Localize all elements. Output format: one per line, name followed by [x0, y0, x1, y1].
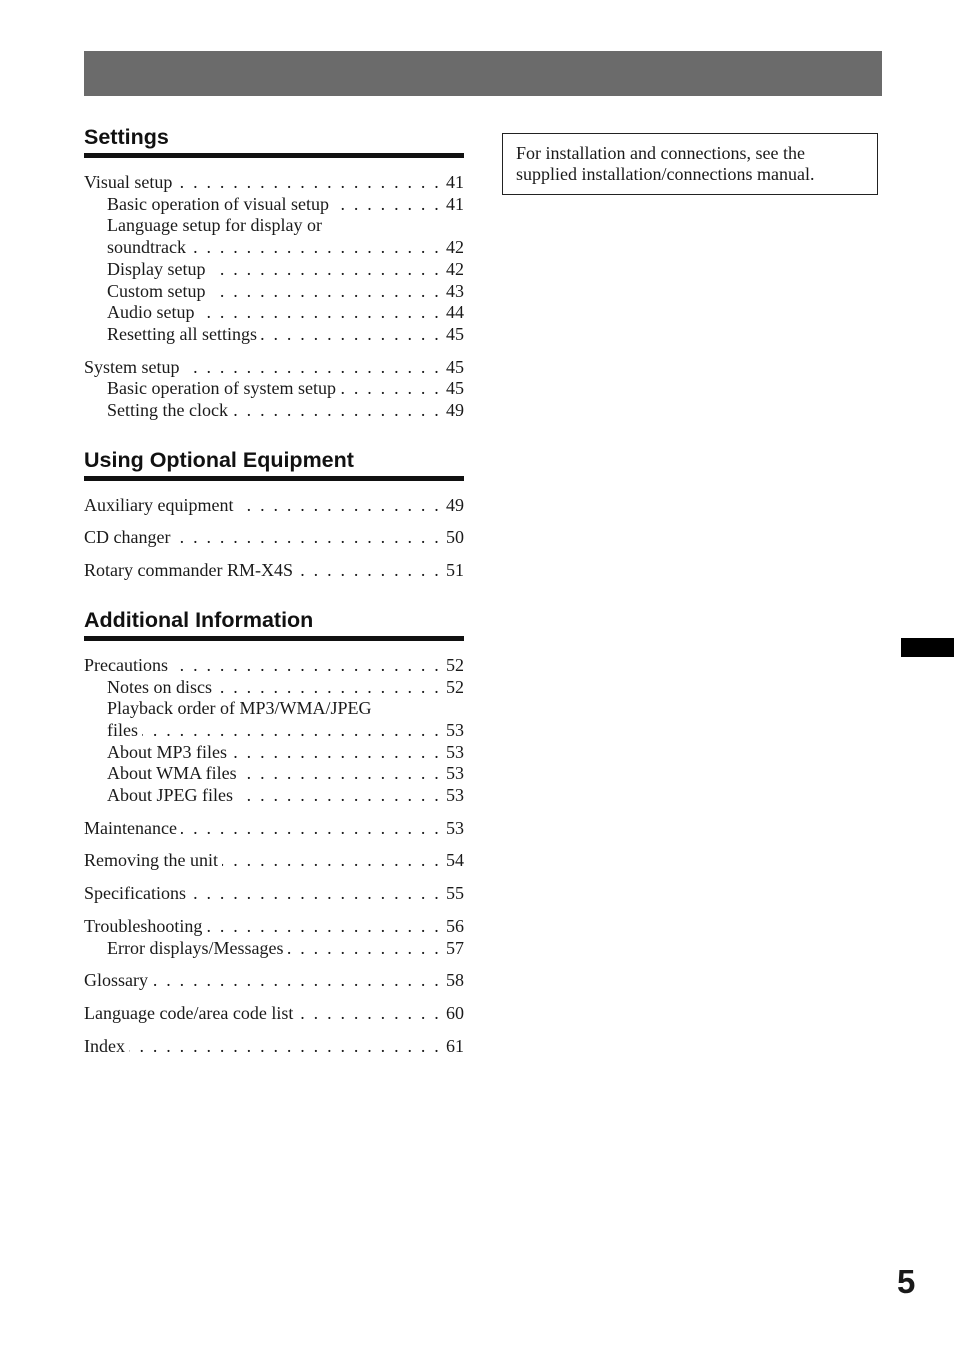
- dot-leader: [297, 560, 441, 582]
- toc-entry-text: Rotary commander RM-X4S: [84, 560, 293, 581]
- toc-subentry[interactable]: [84, 677, 464, 699]
- toc-subentry[interactable]: [84, 324, 464, 346]
- toc-entry[interactable]: [84, 1036, 464, 1058]
- toc-group: [84, 883, 464, 905]
- toc-group: [84, 172, 464, 346]
- section-title: Additional Information: [84, 607, 464, 641]
- toc-page-number: 45: [446, 323, 464, 344]
- dot-leader: [181, 818, 441, 840]
- page-number: 5: [897, 1263, 916, 1300]
- toc-page-number: 57: [446, 937, 464, 958]
- dot-leader: [172, 655, 441, 677]
- toc-group: [84, 527, 464, 549]
- section-title: Settings: [84, 124, 464, 158]
- toc-entry-text: Index: [84, 1035, 125, 1056]
- section-title: Using Optional Equipment: [84, 447, 464, 481]
- toc-entry[interactable]: [84, 527, 464, 549]
- dot-leader: [176, 172, 441, 194]
- dot-leader: [241, 763, 441, 785]
- toc-entry[interactable]: [84, 172, 464, 194]
- toc-entry[interactable]: [84, 655, 464, 677]
- toc-entry-text: Troubleshooting: [84, 915, 203, 936]
- toc-entry-text: About MP3 files: [107, 741, 228, 762]
- toc-group: [84, 1036, 464, 1058]
- dot-leader: [174, 527, 441, 549]
- dot-leader: [231, 742, 441, 764]
- toc-entry-text: Visual setup: [84, 172, 173, 192]
- toc-page-number: 41: [446, 172, 464, 192]
- toc-page-number: 50: [446, 527, 464, 548]
- header-bar: [84, 51, 882, 96]
- dot-leader: [184, 357, 441, 379]
- dot-leader: [232, 400, 441, 422]
- toc-entry-text: Removing the unit: [84, 850, 218, 871]
- toc-entry-text: Custom setup: [107, 280, 206, 301]
- toc-entry-text: Playback order of MP3/WMA/JPEG: [107, 698, 372, 719]
- toc-entry[interactable]: [84, 698, 464, 720]
- dot-leader: [287, 938, 441, 960]
- dot-leader: [237, 495, 441, 517]
- toc-entry-text: Resetting all settings: [107, 323, 257, 344]
- toc-page-number: 53: [446, 763, 464, 784]
- toc-page-number: 53: [446, 817, 464, 838]
- toc-entry[interactable]: [84, 916, 464, 938]
- toc-group: [84, 357, 464, 422]
- toc-entry-text: Setting the clock: [107, 400, 228, 421]
- toc-page-number: 45: [446, 356, 464, 377]
- toc-page-number: 61: [446, 1035, 464, 1056]
- toc-entry-continued[interactable]: [84, 720, 464, 742]
- toc-entry-text: Precautions: [84, 654, 168, 675]
- dot-leader: [206, 916, 441, 938]
- toc-entry-continued[interactable]: [84, 237, 464, 259]
- toc-entry[interactable]: [84, 883, 464, 905]
- toc-entry-text: Basic operation of visual setup: [107, 193, 329, 214]
- toc-entry-text: Auxiliary equipment: [84, 494, 234, 515]
- toc-page-number: 52: [446, 654, 464, 675]
- toc-section: [84, 124, 464, 422]
- toc-entry-text: Glossary: [84, 970, 148, 991]
- toc-entry[interactable]: [84, 495, 464, 517]
- toc-entry-text: Language setup for display or: [107, 215, 322, 236]
- toc-entry[interactable]: [84, 970, 464, 992]
- toc-subentry[interactable]: [84, 785, 464, 807]
- toc-page-number: 53: [446, 719, 464, 740]
- dot-leader: [152, 970, 441, 992]
- toc-group: [84, 916, 464, 959]
- toc-entry-text: Display setup: [107, 258, 206, 279]
- toc-subentry[interactable]: [84, 742, 464, 764]
- toc-entry[interactable]: [84, 818, 464, 840]
- toc-entry-text: CD changer: [84, 527, 171, 548]
- toc-group: [84, 850, 464, 872]
- toc-subentry[interactable]: [84, 281, 464, 303]
- dot-leader: [237, 785, 441, 807]
- dot-leader: [190, 883, 441, 905]
- toc-page-number: 60: [446, 1002, 464, 1023]
- dot-leader: [216, 677, 441, 699]
- toc-page-number: 53: [446, 785, 464, 806]
- toc-page-number: 45: [446, 378, 464, 399]
- installation-note: [502, 133, 878, 195]
- dot-leader: [261, 324, 441, 346]
- toc-page-number: 53: [446, 741, 464, 762]
- toc-section: [84, 607, 464, 1058]
- toc-entry-text: Basic operation of system setup: [107, 378, 336, 399]
- edge-index-tab: [901, 638, 954, 657]
- toc-subentry[interactable]: [84, 938, 464, 960]
- toc-group: [84, 970, 464, 992]
- toc-page-number: 49: [446, 400, 464, 421]
- dot-leader: [333, 194, 441, 216]
- dot-leader: [222, 850, 441, 872]
- dot-leader: [129, 1036, 441, 1058]
- toc-entry-text: Audio setup: [107, 302, 195, 323]
- toc-entry-text: files: [107, 719, 138, 740]
- toc-entry-text: About WMA files: [107, 763, 237, 784]
- table-of-contents: [84, 124, 464, 1082]
- toc-entry-text: Specifications: [84, 883, 186, 904]
- dot-leader: [142, 720, 441, 742]
- toc-subentry[interactable]: [84, 302, 464, 324]
- toc-entry-text: Error displays/Messages: [107, 937, 284, 958]
- toc-entry[interactable]: [84, 1003, 464, 1025]
- installation-note-text: For installation and connections, see the supplied installation/connections manual.: [516, 143, 815, 184]
- toc-entry-text: Notes on discs: [107, 676, 212, 697]
- toc-page-number: 49: [446, 494, 464, 515]
- toc-page-number: 58: [446, 970, 464, 991]
- toc-page-number: 55: [446, 883, 464, 904]
- toc-page-number: 44: [446, 302, 464, 323]
- toc-group: [84, 655, 464, 807]
- toc-page-number: 56: [446, 915, 464, 936]
- toc-subentry[interactable]: [84, 378, 464, 400]
- toc-entry-text: soundtrack: [107, 237, 186, 258]
- toc-entry-text: System setup: [84, 356, 180, 377]
- toc-page-number: 51: [446, 560, 464, 581]
- toc-entry-text: Language code/area code list: [84, 1002, 294, 1023]
- dot-leader: [210, 281, 441, 303]
- toc-page-number: 54: [446, 850, 464, 871]
- toc-page-number: 41: [446, 193, 464, 214]
- dot-leader: [340, 378, 441, 400]
- toc-subentry[interactable]: [84, 763, 464, 785]
- toc-entry-text: Maintenance: [84, 817, 177, 838]
- toc-entry[interactable]: [84, 357, 464, 379]
- toc-page-number: 42: [446, 237, 464, 258]
- toc-group: [84, 1003, 464, 1025]
- toc-entry-text: About JPEG files: [107, 785, 233, 806]
- toc-subentry[interactable]: [84, 400, 464, 422]
- toc-group: [84, 560, 464, 582]
- dot-leader: [297, 1003, 441, 1025]
- toc-entry[interactable]: [84, 560, 464, 582]
- toc-group: [84, 495, 464, 517]
- toc-subentry[interactable]: [84, 194, 464, 216]
- toc-section: [84, 447, 464, 582]
- toc-page-number: 42: [446, 258, 464, 279]
- toc-page-number: 43: [446, 280, 464, 301]
- toc-page-number: 52: [446, 676, 464, 697]
- dot-leader: [190, 237, 441, 259]
- toc-entry[interactable]: [84, 215, 464, 237]
- toc-entry[interactable]: [84, 850, 464, 872]
- dot-leader: [210, 259, 442, 281]
- dot-leader: [199, 302, 442, 324]
- toc-group: [84, 818, 464, 840]
- toc-subentry[interactable]: [84, 259, 464, 281]
